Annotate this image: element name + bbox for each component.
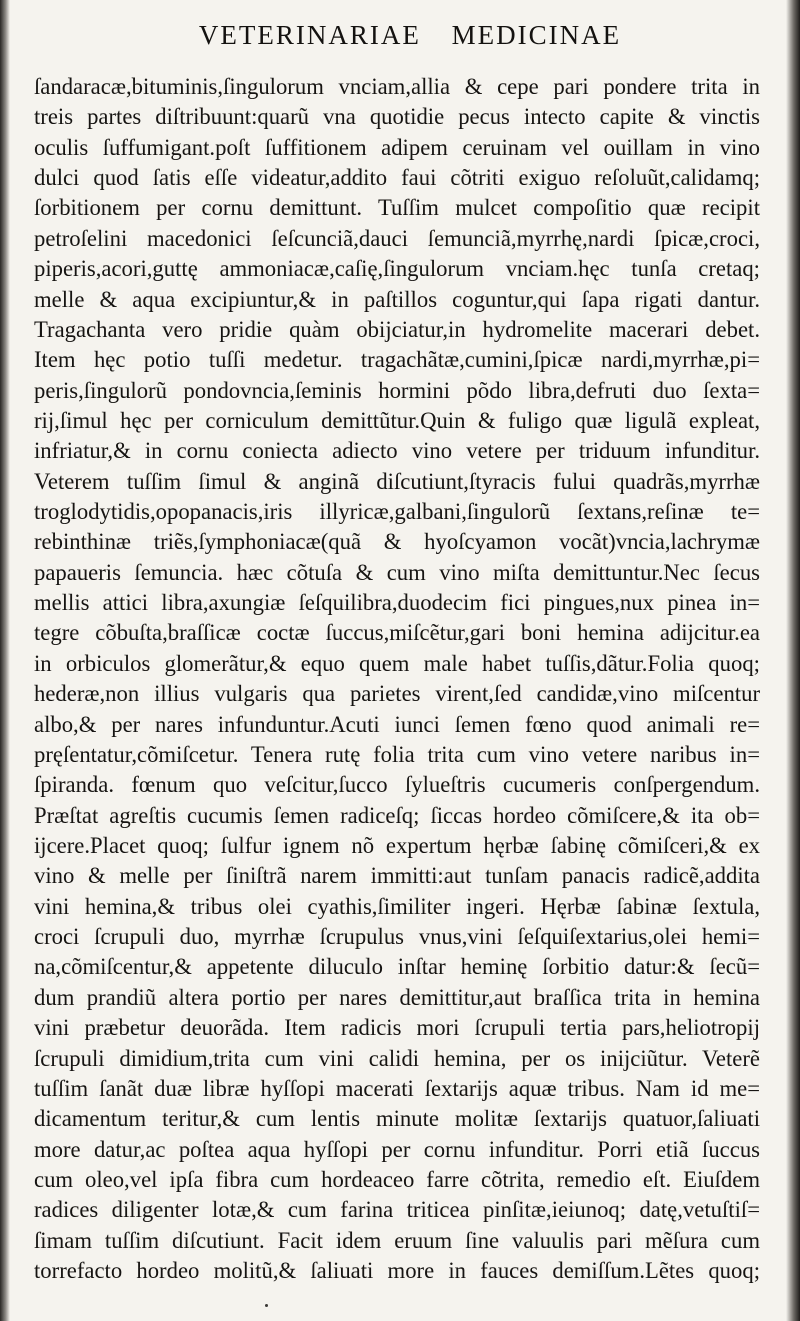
text-line: papaueris ſemuncia. hæc cõtuſa & cum vino miſta demittuntur.Nec ſecus (34, 559, 760, 585)
text-line: ſimam tuſſim diſcutiunt. Facit idem eruum ſine valuulis pari mẽſura cum (34, 1227, 760, 1253)
text-line: mellis attici libra,axungiæ ſeſquilibra,duodecim fici pingues,nux pinea in= (34, 590, 760, 616)
text-line: ſcrupuli dimidium,trita cum vini calidi hemina, per os inijciũtur. Veterẽ (34, 1045, 760, 1071)
text-line: cum oleo,vel ipſa fibra cum hordeaceo farre cõtrita, remedio eſt. Eiuſdem (34, 1166, 760, 1192)
text-line: Veterem tuſſim ſimul & anginã diſcutiunt,ſtyracis fului quadrãs,myrrhæ (34, 468, 760, 494)
text-line: Tragachanta vero pridie quàm obijciatur,in hydromelite macerari debet. (34, 316, 760, 342)
text-line: more datur,ac poſtea aqua hyſſopi per cornu infunditur. Porri etiã ſuccus (34, 1136, 760, 1162)
text-line: pręſentatur,cõmiſcetur. Tenera rutę folia trita cum vino vetere naribus in= (34, 741, 760, 767)
text-line: rebinthinæ triẽs,ſymphoniacæ(quã & hyoſcyamon vocãt)vncia,lachrymæ (34, 529, 760, 555)
text-line: ſpiranda. fœnum quo veſcitur,ſucco ſylueſtris cucumeris conſpergendum. (34, 772, 760, 798)
text-line: torrefacto hordeo molitũ,& ſaliuati more in fauces demiſſum.Lẽtes quoq; (34, 1258, 760, 1284)
text-line: vino & melle per ſiniſtrã narem immitti:aut tunſam panacis radicẽ,addita (34, 863, 760, 889)
text-line: melle & aqua excipiuntur,& in paſtillos coguntur,qui ſapa rigati dantur. (34, 286, 760, 312)
text-line: ſorbitionem per cornu demittunt. Tuſſim mulcet compoſitio quæ recipit (34, 195, 760, 221)
text-line: na,cõmiſcentur,& appetente diluculo inſtar heminę ſorbitio datur:& ſecũ= (34, 954, 760, 980)
running-head: VETERINARIAE MEDICINAE (198, 20, 622, 50)
text-line: radices diligenter lotæ,& cum farina triticea pinſitæ,ieiunoq; datę,vetuſtiſ= (34, 1197, 760, 1223)
text-line: petroſelini macedonici ſeſcunciã,dauci ſemunciã,myrrhę,nardi ſpicæ,croci, (34, 225, 760, 251)
text-line: tuſſim ſanãt duæ libræ hyſſopi macerati ſextarijs aquæ tribus. Nam id me= (34, 1075, 760, 1101)
text-line: piperis,acori,guttę ammoniacæ,caſię,ſingulorum vnciam.hęc tunſa cretaq; (34, 256, 760, 282)
text-line: peris,ſingulorũ pondovncia,ſeminis hormini põdo libra,defruti duo ſexta= (34, 377, 760, 403)
text-line: albo,& per nares infunduntur.Acuti iunci ſemen fœno quod animali re= (34, 711, 760, 737)
text-line: infriatur,& in cornu coniecta adiecto vino vetere per triduum infunditur. (34, 438, 760, 464)
text-line: vini hemina,& tribus olei cyathis,ſimiliter ingeri. Hęrbæ ſabinæ ſextula, (34, 893, 760, 919)
text-line: croci ſcrupuli duo, myrrhæ ſcrupulus vnus,vini ſeſquiſextarius,olei hemi= (34, 924, 760, 950)
text-line: hederæ,non illius vulgaris qua parietes virent,ſed candidæ,vino miſcentur (34, 681, 760, 707)
text-line: dicamentum teritur,& cum lentis minute molitæ ſextarijs quatuor,ſaliuati (34, 1106, 760, 1132)
text-line: ijcere.Placet quoq; ſulfur ignem nõ expertum hęrbæ ſabinę cõmiſceri,& ex (34, 832, 760, 858)
text-line: in orbiculos glomerãtur,& equo quem male habet tuſſis,dãtur.Folia quoq; (34, 650, 760, 676)
text-line: tegre cõbuſta,braſſicæ coctæ ſuccus,miſcẽtur,gari boni hemina adijcitur.ea (34, 620, 760, 646)
text-line: Item hęc potio tuſſi medetur. tragachãtæ,cumini,ſpicæ nardi,myrrhæ,pi= (34, 347, 760, 373)
body-text (34, 72, 760, 1286)
page-right-edge-shadow (786, 0, 800, 1321)
text-line: oculis ſuffumigant.poſt ſuffitionem adipem ceruinam vel ouillam in vino (34, 134, 760, 160)
ink-speck (265, 1304, 268, 1307)
text-line: troglodytidis,opopanacis,iris illyricæ,galbani,ſingulorũ ſextans,reſinæ te= (34, 499, 760, 525)
text-line: treis partes diſtribuunt:quarũ vna quotidie pecus intecto capite & vinctis (34, 104, 760, 130)
text-line: dum prandiũ altera portio per nares demittitur,aut braſſica trita in hemina (34, 984, 760, 1010)
text-line: rij,ſimul hęc per corniculum demittũtur.Quin & fuligo quæ ligulã expleat, (34, 407, 760, 433)
text-line: dulci quod ſatis eſſe videatur,addito faui cõtriti exiguo reſoluũt,calidamq; (34, 165, 760, 191)
text-line: ſandaracæ,bituminis,ſingulorum vnciam,allia & cepe pari pondere trita in (34, 74, 760, 99)
text-line: Præſtat agreſtis cucumis ſemen radiceſq; ſiccas hordeo cõmiſcere,& ita ob= (34, 802, 760, 828)
text-line: vini præbetur deuorãda. Item radicis mori ſcrupuli tertia pars,heliotropij (34, 1015, 760, 1041)
page-left-edge-shadow (0, 0, 10, 1321)
